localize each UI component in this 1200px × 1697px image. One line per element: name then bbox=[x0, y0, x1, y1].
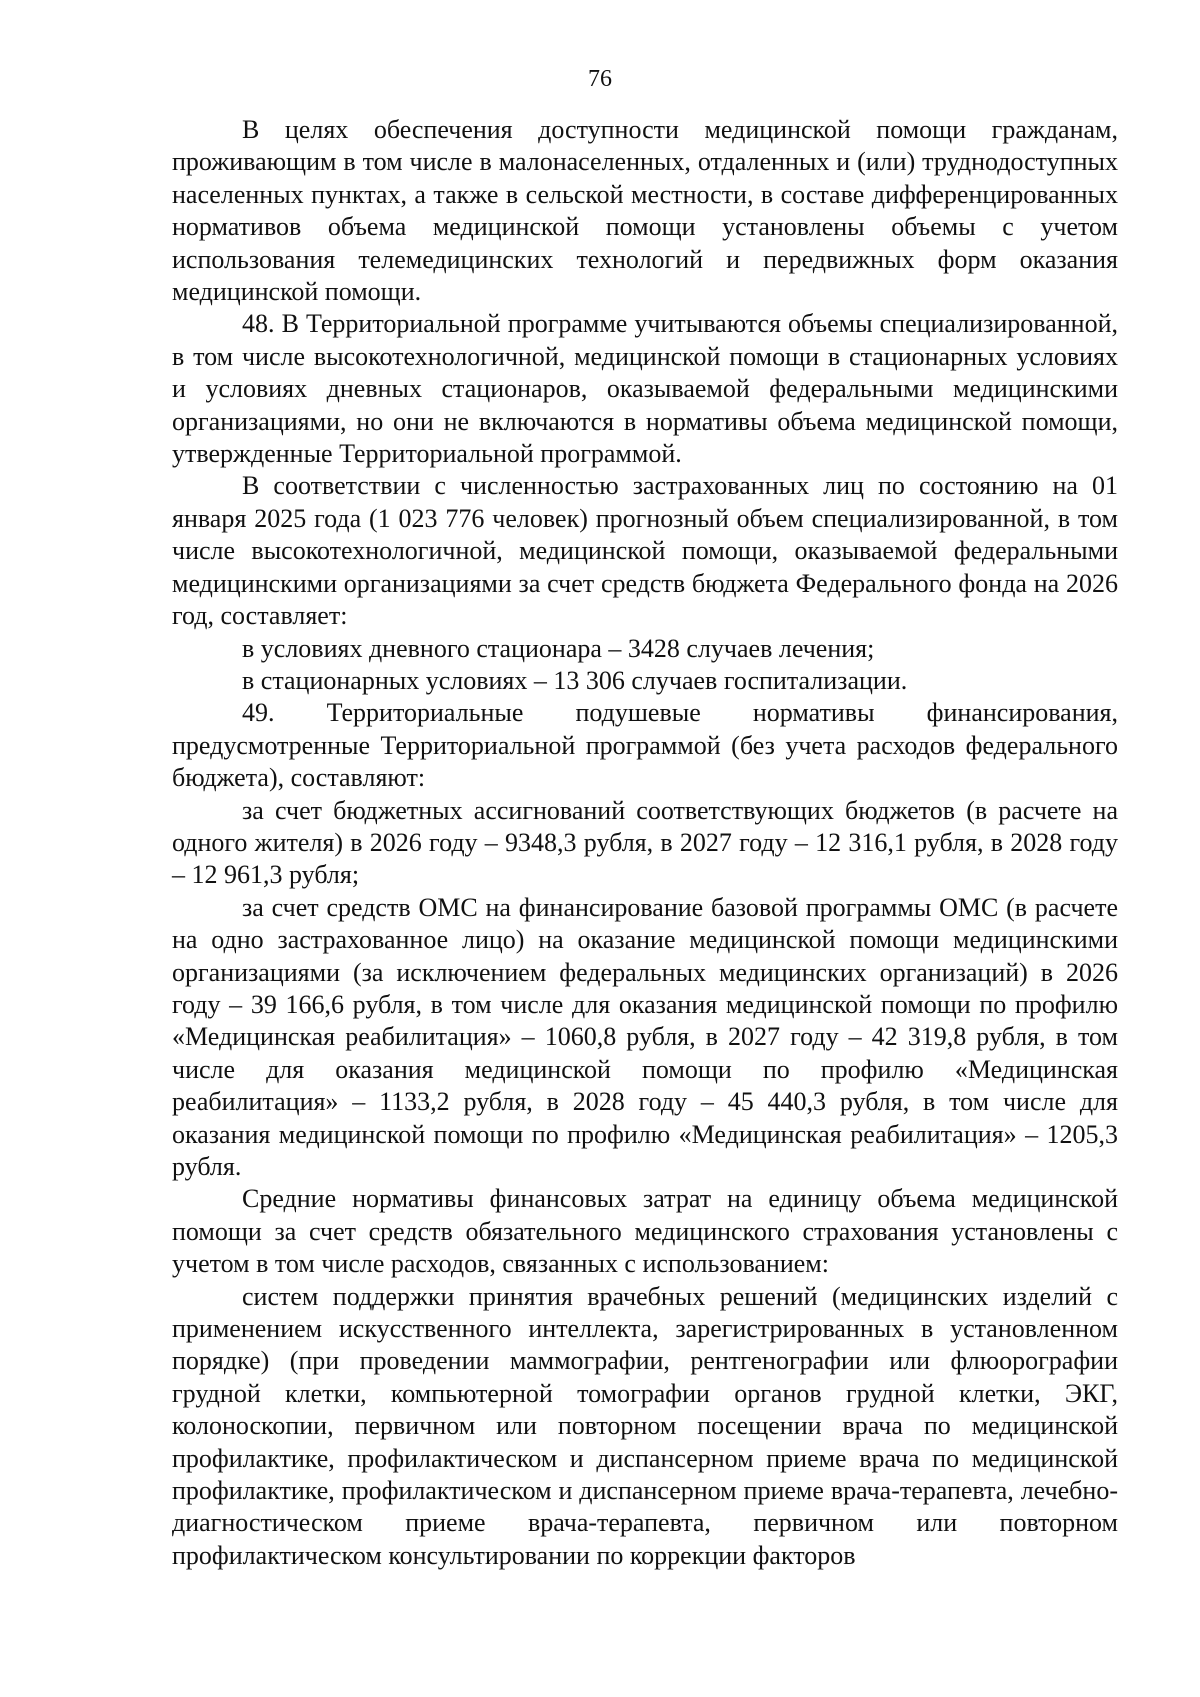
page-number: 76 bbox=[588, 66, 612, 92]
document-body bbox=[172, 114, 1118, 1572]
paragraph-average-norms: Средние нормативы финансовых затрат на единицу объема медицинской помощи за счет средств обязательного медицинского страхования установлены с учетом в том числе расходов, связанных с использованием: bbox=[172, 1184, 1118, 1279]
paragraph-inpatient: в стационарных условиях – 13 306 случаев госпитализации. bbox=[242, 665, 908, 695]
paragraph-oms-funds: за счет средств ОМС на финансирование базовой программы ОМС (в расчете на одно застрахованное лицо) на оказание медицинской помощи медицинскими организациями (за исключением федеральных медицинских организаций) в 2026 году – 39 166,6 рубля, в том числе для оказания медицинской помощи по профилю «Медицинская реабилитация» – 1060,8 рубля, в 2027 году – 42 319,8 рубля, в том числе для оказания медицинской помощи по профилю «Медицинская реабилитация» – 1133,2 рубля, в 2028 году – 45 440,3 рубля, в том числе для оказания медицинской помощи по профилю «Медицинская реабилитация» – 1205,3 рубля. bbox=[172, 892, 1118, 1181]
paragraph-decision-support: систем поддержки принятия врачебных решений (медицинских изделий с применением искусственного интеллекта, зарегистрированных в установленном порядке) (при проведении маммографии, рентгенографии или флюорографии грудной клетки, компьютерной томографии органов грудной клетки, ЭКГ, колоноскопии, первичном или повторном посещении врача по медицинской профилактике, профилактическом и диспансерном приеме врача по медицинской профилактике, профилактическом и диспансерном приеме врача-терапевта, лечебно-диагностическом приеме врача-терапевта, первичном или повторном профилактическом консультировании по коррекции факторов bbox=[172, 1281, 1118, 1570]
paragraph-budget-allocations: за счет бюджетных ассигнований соответствующих бюджетов (в расчете на одного жителя) в 2026 году – 9348,3 рубля, в 2027 году – 12 316,1 рубля, в 2028 году – 12 961,3 рубля; bbox=[172, 795, 1118, 890]
paragraph-item-49: 49. Территориальные подушевые нормативы финансирования, предусмотренные Территориальной программой (без учета расходов федерального бюджета), составляют: bbox=[172, 698, 1118, 793]
paragraph-insured-persons: В соответствии с численностью застрахованных лиц по состоянию на 01 января 2025 года (1 023 776 человек) прогнозный объем специализированной, в том числе высокотехнологичной, медицинской помощи, оказываемой федеральными медицинскими организациями за счет средств бюджета Федерального фонда на 2026 год, составляет: bbox=[172, 471, 1118, 631]
paragraph-item-48: 48. В Территориальной программе учитываются объемы специализированной, в том числе высокотехнологичной, медицинской помощи в стационарных условиях и условиях дневных стационаров, оказываемой федеральными медицинскими организациями, но они не включаются в нормативы объема медицинской помощи, утвержденные Территориальной программой. bbox=[172, 309, 1118, 469]
paragraph-availability: В целях обеспечения доступности медицинской помощи гражданам, проживающим в том числе в малонаселенных, отдаленных и (или) труднодоступных населенных пунктах, а также в сельской местности, в составе дифференцированных нормативов объема медицинской помощи установлены объемы с учетом использования телемедицинских технологий и передвижных форм оказания медицинской помощи. bbox=[172, 115, 1118, 307]
paragraph-day-hospital: в условиях дневного стационара – 3428 случаев лечения; bbox=[242, 633, 875, 663]
